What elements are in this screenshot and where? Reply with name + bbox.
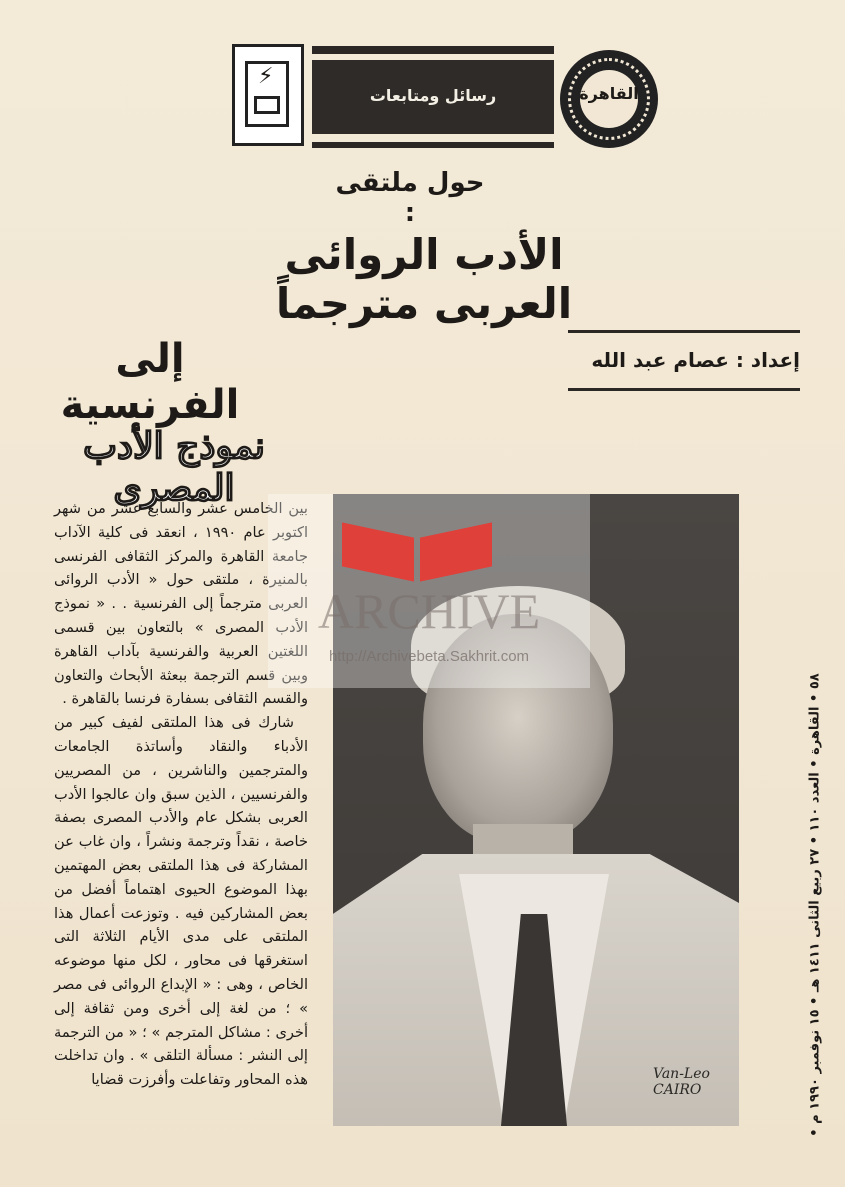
magazine-seal-logo [560,50,658,148]
bolt-icon: ⚡ [258,64,274,89]
book-icon [342,508,492,578]
article-subtitle: نموذج الأدب المصرى [83,425,265,509]
article-title-line2: إلى الفرنسية [60,336,240,428]
paragraph: بين الخامس عشر والسابع عشر من شهر اكتوبر عام ١٩٩٠ ، انعقد فى كلية الآداب جامعة القاهرة والمركز الثقافى الفرنسى بالمنيرة ، ملتقى حول « الأدب الروائى العربى مترجماً إلى الفرنسية . . « نموذج الأدب المصرى » بالتعاون بين قسمى اللغتين العربية والفرنسية بآداب القاهرة وبين قسم الترجمة ببعثة الأبحاث والتعاون والقسم الثقافى بسفارة فرنسا بالقاهرة . [54,500,309,708]
watermark-word: ARCHIVE [317,583,541,639]
article-kicker: حول ملتقى : [335,168,485,228]
byline-rule-bottom [568,388,800,391]
folio-text: ٥٨ • القاهرة • العدد ١١٠ • ٢٧ ربيع الثانى ١٤١١ هـ • ١٥ نوفمبر ١٩٩٠ م • [807,673,823,1137]
section-label: رسائل ومتابعات [369,86,497,105]
byline: إعداد : عصام عبد الله [591,348,800,372]
watermark-url: http://Archivebeta.Sakhrit.com [328,648,530,665]
byline-rule-top [568,330,800,333]
section-header [312,46,554,148]
seal-text: القاهرة [579,84,639,103]
article-title: الأدب الروائى العربى مترجماً [275,230,573,328]
archive-watermark [268,494,590,688]
paragraph: شارك فى هذا الملتقى لفيف كبير من الأدباء والنقاد وأساتذة الجامعات والمترجمين والناشرين ، من المصريين والفرنسيين ، الذين سبق وان عالجوا الأدب العربى بشكل عام والأدب المصرى بصفة خاصة ، نقداً وترجمة ونشراً ، وان غاب عن المشاركة فى هذا الملتقى بعض المهتمين بهذا الموضوع الحيوى اهتماماً أفضل من بعض المشاركين فيه . وتوزعت أعمال هذا الملتقى على مدى الأيام الثلاثة التى استغرقها فى محاور ، لكل منها موضوعه الخاص ، وهى : « الإبداع الروائى فى مصر » ؛ من لغة إلى أخرى ومن ثقافة إلى أخرى : مشاكل المترجم » ؛ « من الترجمة إلى النشر : مسألة التلقى » . وان تداخلت هذه المحاور وتفاعلت وأفرزت قضايا [54,714,308,1089]
photographer-signature: Van-Leo CAIRO [653,1066,710,1098]
mailbox-icon [232,44,304,146]
page-folio [800,670,830,1140]
